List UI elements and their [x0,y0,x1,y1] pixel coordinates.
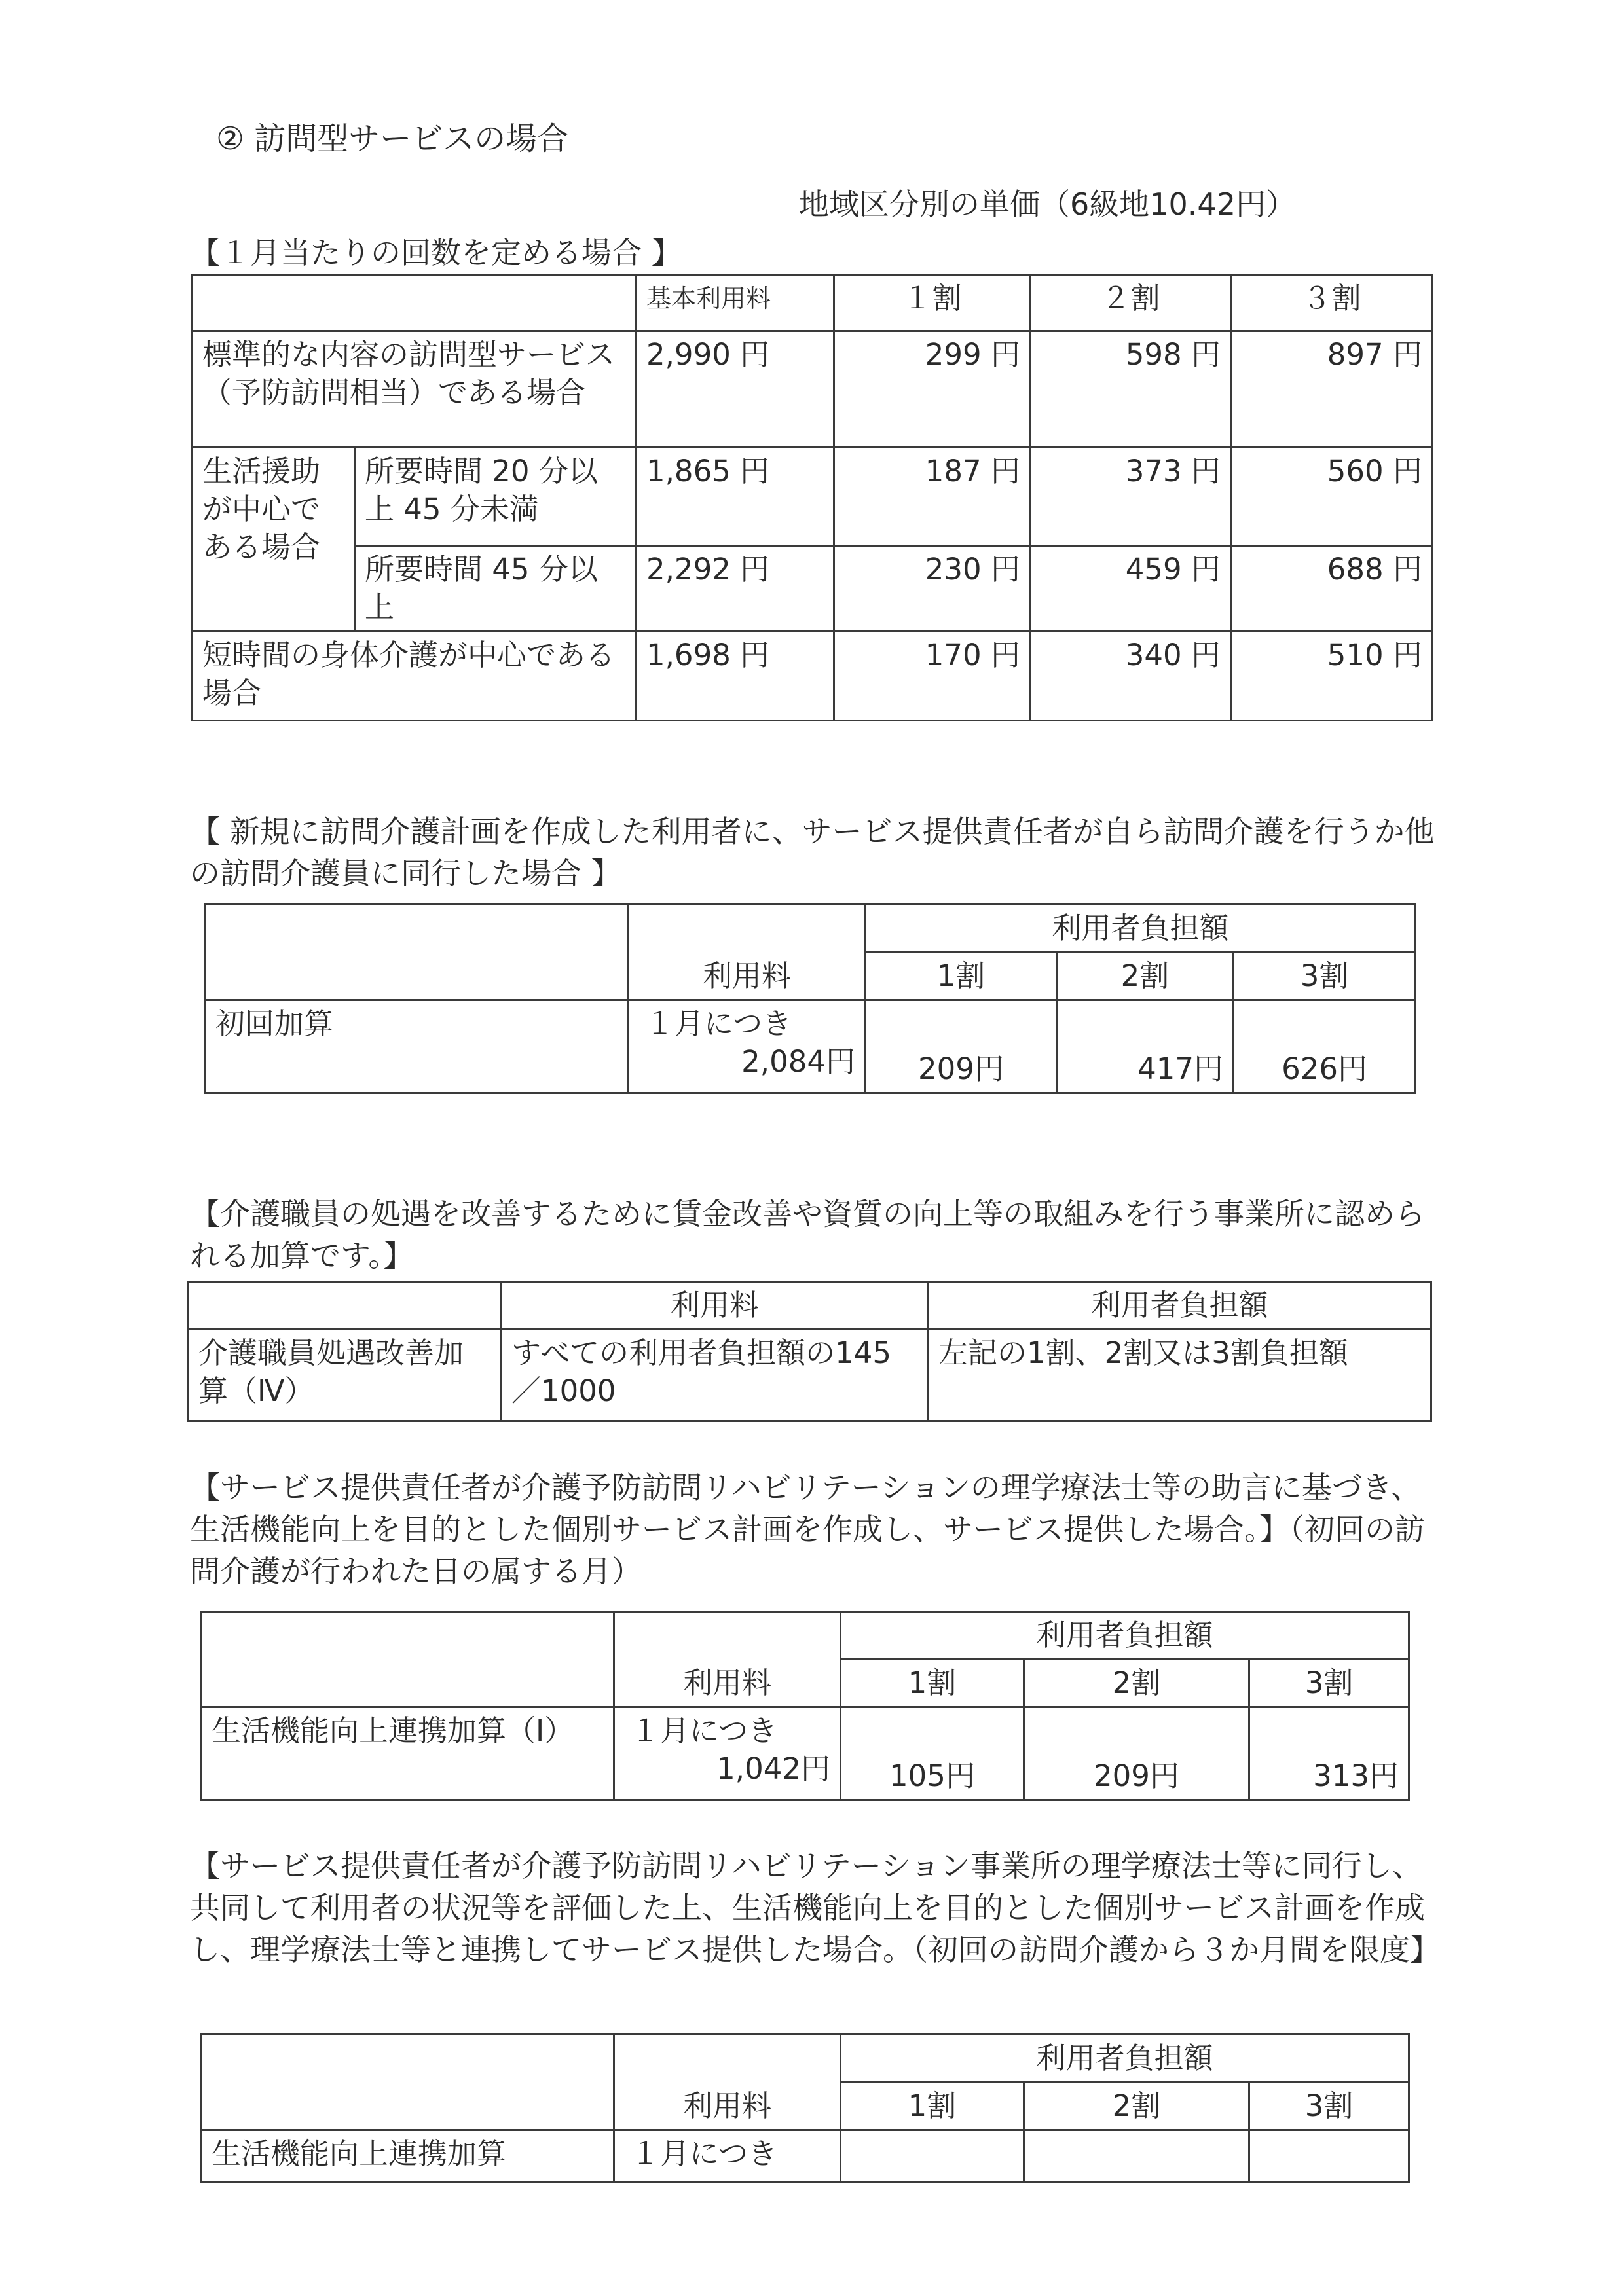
t4-header-burden: 利用者負担額 [841,1612,1409,1660]
t3-header-fee: 利用料 [502,1282,929,1330]
t4-value-20pct: 209円 [1024,1707,1249,1800]
table1-caption: 【１月当たりの回数を定める場合 】 [190,235,682,270]
t1-header-20pct: ２割 [1031,275,1231,331]
t5-header-30pct: 3割 [1249,2083,1409,2130]
t2-header-burden: 利用者負担額 [866,905,1416,953]
t2-value-30pct: 626円 [1234,1000,1416,1093]
t2-header-fee: 利用料 [629,905,866,1000]
t4-row-label: 生活機能向上連携加算（Ⅰ） [202,1707,614,1800]
t1-group-daily-support-label: 生活援助が中心である場合 [193,448,355,632]
t1-row-standard-10pct: 299 円 [834,331,1031,448]
t3-row-burden: 左記の1割、2割又は3割負担額 [929,1330,1431,1421]
t1-row-short-physical-30pct: 510 円 [1231,632,1433,721]
t1-row-45plus-base: 2,292 円 [637,546,834,632]
t1-row-20to45-base: 1,865 円 [637,448,834,546]
region-unit-price-note: 地域区分別の単価（6級地10.42円） [799,187,1296,222]
t1-row-20to45-30pct: 560 円 [1231,448,1433,546]
t1-header-base-fee: 基本利用料 [637,275,834,331]
t4-header-blank [202,1612,614,1707]
t4-header-fee: 利用料 [614,1612,841,1707]
t5-value-20pct [1024,2130,1249,2183]
t1-header-30pct: ３割 [1231,275,1433,331]
t1-header-10pct: １割 [834,275,1031,331]
t1-row-45plus-30pct: 688 円 [1231,546,1433,632]
t5-header-fee: 利用料 [614,2035,841,2130]
section-title: ② 訪問型サービスの場合 [216,120,569,157]
t1-row-short-physical-20pct: 340 円 [1031,632,1231,721]
t4-value-30pct: 313円 [1249,1707,1409,1800]
t3-row-label: 介護職員処遇改善加算（Ⅳ） [189,1330,502,1421]
table-monthly-visits [191,274,1433,721]
t5-value-30pct [1249,2130,1409,2183]
t1-row-standard-base: 2,990 円 [637,331,834,448]
t1-row-standard-label: 標準的な内容の訪問型サービス（予防訪問相当）である場合 [193,331,637,448]
t1-row-20to45-10pct: 187 円 [834,448,1031,546]
t1-row-standard-20pct: 598 円 [1031,331,1231,448]
t1-row-45plus-10pct: 230 円 [834,546,1031,632]
t1-row-45plus-20pct: 459 円 [1031,546,1231,632]
t1-header-blank [193,275,637,331]
t2-row-fee-cell [629,1000,866,1093]
t2-value-10pct: 209円 [866,1000,1057,1093]
t5-header-blank [202,2035,614,2130]
t1-row-short-physical-base: 1,698 円 [637,632,834,721]
t2-header-blank [206,905,629,1000]
table3-caption: 【介護職員の処遇を改善するために賃金改善や資質の向上等の取組みを行う事業所に認められる加算です。】 [190,1196,1425,1273]
t1-row-short-physical-label: 短時間の身体介護が中心である場合 [193,632,637,721]
t2-header-20pct: 2割 [1057,953,1234,1000]
t1-row-short-physical-10pct: 170 円 [834,632,1031,721]
table5-caption: 【サービス提供責任者が介護予防訪問リハビリテーション事業所の理学療法士等に同行し、共同して利用者の状況等を評価した上、生活機能向上を目的とした個別サービス計画を作成し、理学療法士等と連携してサービス提供した場合。（初回の訪問介護から３か月間を限度】 [190,1848,1440,1967]
t4-per-month: １月につき [631,1713,778,1748]
t2-header-10pct: 1割 [866,953,1057,1000]
table-care-staff-improvement [187,1281,1432,1422]
t4-value-10pct: 105円 [841,1707,1024,1800]
t3-header-blank [189,1282,502,1330]
t5-header-burden: 利用者負担額 [841,2035,1409,2083]
t5-per-month: １月につき [614,2130,841,2183]
t3-header-burden: 利用者負担額 [929,1282,1431,1330]
t1-row-20to45-label: 所要時間 20 分以上 45 分未満 [355,448,637,546]
t2-value-20pct: 417円 [1057,1000,1234,1093]
t2-per-month: １月につき [645,1006,792,1041]
t4-row-fee-cell [614,1707,841,1800]
t4-header-30pct: 3割 [1249,1660,1409,1707]
t1-row-45plus-label: 所要時間 45 分以上 [355,546,637,632]
table-life-function-addition-1 [200,1611,1410,1801]
t2-header-30pct: 3割 [1234,953,1416,1000]
table4-caption: 【サービス提供責任者が介護予防訪問リハビリテーションの理学療法士等の助言に基づき、生活機能向上を目的とした個別サービス計画を作成し、サービス提供した場合。】（初回の訪問介護が行われた日の属する月） [190,1470,1425,1589]
t2-fee: 2,084円 [741,1044,855,1079]
t3-row-fee: すべての利用者負担額の145／1000 [502,1330,929,1421]
t1-row-standard-30pct: 897 円 [1231,331,1433,448]
t5-header-10pct: 1割 [841,2083,1024,2130]
table-life-function-addition-2 [200,2033,1410,2183]
t4-fee: 1,042円 [716,1751,830,1786]
t1-row-20to45-20pct: 373 円 [1031,448,1231,546]
table-initial-addition [204,903,1416,1094]
t4-header-20pct: 2割 [1024,1660,1249,1707]
t4-header-10pct: 1割 [841,1660,1024,1707]
t5-header-20pct: 2割 [1024,2083,1249,2130]
t5-value-10pct [841,2130,1024,2183]
t2-row-label: 初回加算 [206,1000,629,1093]
t5-row-label: 生活機能向上連携加算 [202,2130,614,2183]
table2-caption: 【 新規に訪問介護計画を作成した利用者に、サービス提供責任者が自ら訪問介護を行うか他の訪問介護員に同行した場合 】 [190,814,1435,891]
